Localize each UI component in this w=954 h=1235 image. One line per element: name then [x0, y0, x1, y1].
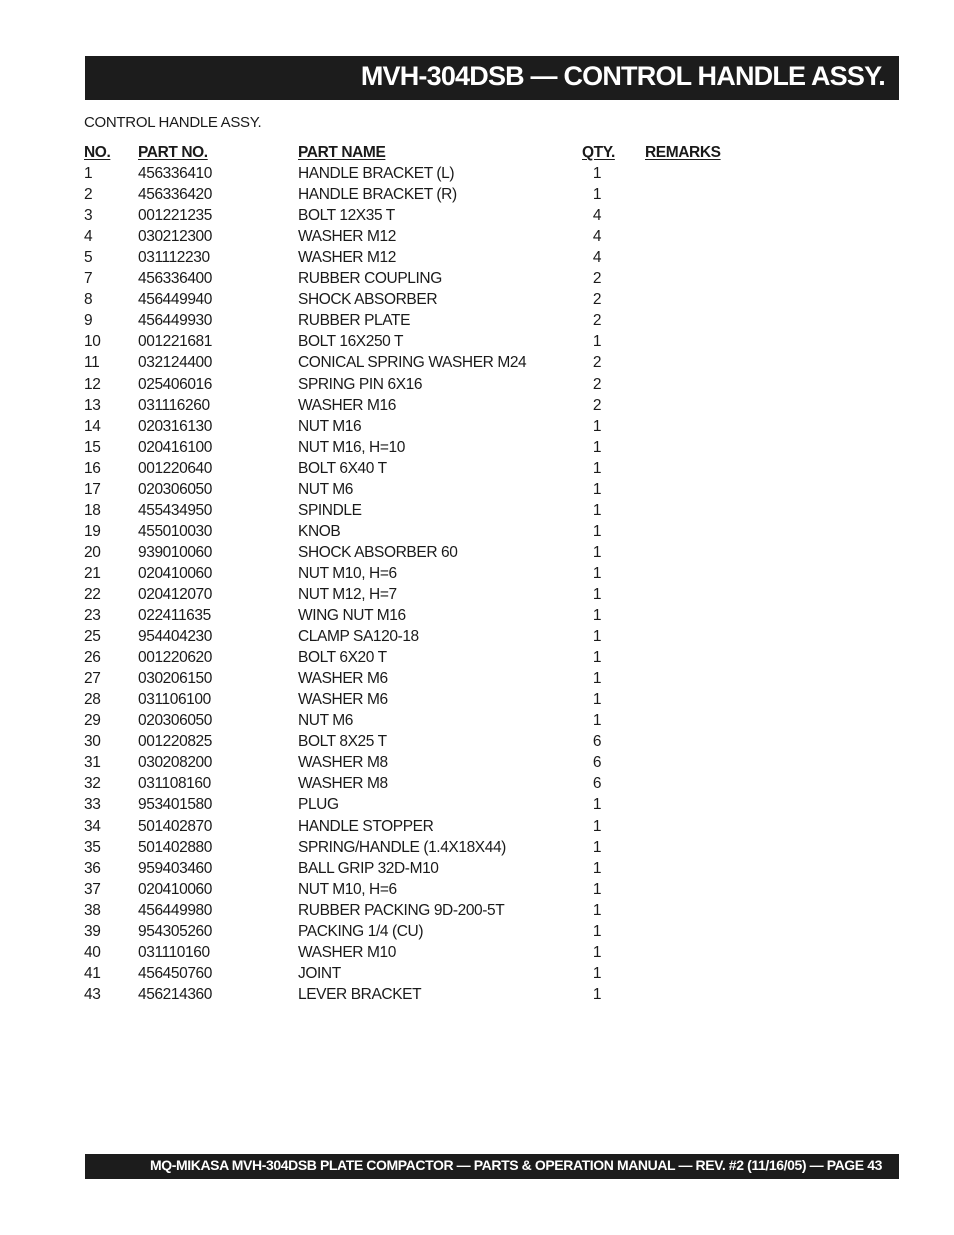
cell-part-no: 031108160 [138, 775, 211, 793]
column-header-qty: QTY. [582, 144, 615, 161]
table-row [84, 289, 784, 310]
cell-no: 38 [84, 901, 101, 919]
table-row [84, 226, 784, 247]
cell-no: 22 [84, 585, 101, 603]
page-header-bar [85, 56, 899, 100]
cell-qty: 4 [592, 207, 602, 225]
column-header-remarks: REMARKS [645, 144, 721, 161]
cell-no: 40 [84, 943, 101, 961]
table-row [84, 984, 784, 1005]
cell-qty: 1 [592, 628, 602, 646]
table-row [84, 458, 784, 479]
table-row [84, 247, 784, 268]
cell-no: 10 [84, 333, 101, 351]
table-header-row [84, 142, 784, 163]
cell-part-no: 456336400 [138, 270, 212, 288]
footer-text: MQ-MIKASA MVH-304DSB PLATE COMPACTOR — PARTS & OPERATION MANUAL — REV. #2 (11/16/05) — PAGE 43 [149, 1157, 882, 1173]
cell-part-name: WASHER M12 [298, 249, 396, 267]
cell-no: 30 [84, 733, 101, 751]
cell-no: 1 [84, 165, 93, 183]
cell-part-no: 001220620 [138, 649, 212, 667]
cell-no: 31 [84, 754, 101, 772]
table-row [84, 479, 784, 500]
cell-no: 8 [84, 291, 93, 309]
cell-part-no: 456336410 [138, 165, 212, 183]
cell-part-no: 020306050 [138, 480, 212, 498]
cell-no: 4 [84, 228, 93, 246]
cell-part-no: 455434950 [138, 501, 212, 519]
section-label: CONTROL HANDLE ASSY. [84, 114, 262, 131]
cell-part-no: 020410060 [138, 564, 212, 582]
cell-part-name: WASHER M6 [298, 691, 388, 709]
cell-part-no: 456449930 [138, 312, 212, 330]
cell-part-no: 954404230 [138, 628, 212, 646]
cell-part-name: WASHER M8 [298, 754, 388, 772]
cell-no: 37 [84, 880, 101, 898]
cell-part-name: HANDLE BRACKET (R) [298, 186, 457, 204]
cell-no: 20 [84, 543, 101, 561]
cell-part-name: WASHER M10 [298, 943, 396, 961]
cell-qty: 1 [592, 796, 602, 814]
cell-part-name: WASHER M16 [298, 396, 396, 414]
cell-qty: 1 [592, 607, 602, 625]
page-title: MVH-304DSB — CONTROL HANDLE ASSY. [360, 61, 885, 91]
table-row [84, 331, 784, 352]
cell-part-name: RUBBER PACKING 9D-200-5T [298, 901, 505, 919]
cell-qty: 1 [592, 417, 602, 435]
cell-qty: 1 [592, 712, 602, 730]
cell-part-no: 020306050 [138, 712, 212, 730]
table-row [84, 668, 784, 689]
column-header-part-name: PART NAME [298, 144, 386, 161]
cell-part-name: NUT M6 [298, 712, 354, 730]
cell-part-name: WING NUT M16 [298, 607, 406, 625]
table-row [84, 900, 784, 921]
cell-part-name: SHOCK ABSORBER [298, 291, 438, 309]
cell-part-no: 456449980 [138, 901, 212, 919]
cell-qty: 1 [592, 922, 602, 940]
cell-part-name: SPRING PIN 6X16 [298, 375, 423, 393]
cell-part-no: 031110160 [138, 943, 210, 961]
table-row [84, 352, 784, 373]
cell-part-no: 020416100 [138, 438, 212, 456]
table-row [84, 500, 784, 521]
cell-part-name: HANDLE BRACKET (L) [298, 165, 455, 183]
cell-part-no: 032124400 [138, 354, 212, 372]
cell-part-name: BALL GRIP 32D-M10 [298, 859, 439, 877]
table-row [84, 647, 784, 668]
cell-no: 16 [84, 459, 101, 477]
page-footer-bar [85, 1154, 899, 1179]
cell-no: 23 [84, 607, 101, 625]
cell-part-no: 001221235 [138, 207, 212, 225]
cell-no: 27 [84, 670, 101, 688]
cell-qty: 1 [592, 438, 602, 456]
cell-no: 14 [84, 417, 101, 435]
cell-qty: 6 [592, 733, 602, 751]
cell-qty: 1 [592, 501, 602, 519]
cell-part-name: PACKING 1/4 (CU) [298, 922, 424, 940]
cell-part-name: NUT M16 [298, 417, 362, 435]
cell-no: 43 [84, 985, 101, 1003]
cell-qty: 2 [592, 354, 602, 372]
cell-qty: 1 [592, 459, 602, 477]
cell-part-name: LEVER BRACKET [298, 985, 422, 1003]
cell-qty: 1 [592, 964, 602, 982]
cell-part-no: 959403460 [138, 859, 212, 877]
cell-no: 34 [84, 817, 101, 835]
cell-part-name: HANDLE STOPPER [298, 817, 434, 835]
cell-part-name: SPINDLE [298, 501, 362, 519]
cell-no: 5 [84, 249, 93, 267]
cell-part-no: 939010060 [138, 543, 212, 561]
table-row [84, 310, 784, 331]
cell-part-no: 456336420 [138, 186, 212, 204]
table-row [84, 794, 784, 815]
cell-qty: 1 [592, 691, 602, 709]
table-row [84, 731, 784, 752]
table-row [84, 416, 784, 437]
cell-qty: 4 [592, 249, 602, 267]
cell-part-no: 456214360 [138, 985, 212, 1003]
cell-no: 29 [84, 712, 101, 730]
table-row [84, 395, 784, 416]
table-row [84, 626, 784, 647]
table-row [84, 773, 784, 794]
cell-part-no: 030212300 [138, 228, 212, 246]
cell-no: 41 [84, 964, 101, 982]
cell-part-no: 001221681 [138, 333, 212, 351]
table-row [84, 963, 784, 984]
cell-part-no: 020316130 [138, 417, 212, 435]
cell-qty: 2 [592, 396, 602, 414]
cell-part-no: 501402880 [138, 838, 212, 856]
cell-part-name: BOLT 12X35 T [298, 207, 395, 225]
cell-part-no: 456450760 [138, 964, 212, 982]
cell-part-no: 031116260 [138, 396, 210, 414]
cell-part-no: 030208200 [138, 754, 212, 772]
cell-part-name: NUT M6 [298, 480, 354, 498]
cell-part-name: BOLT 8X25 T [298, 733, 387, 751]
cell-part-name: WASHER M6 [298, 670, 388, 688]
cell-qty: 1 [592, 670, 602, 688]
cell-qty: 1 [592, 985, 602, 1003]
cell-part-no: 455010030 [138, 522, 212, 540]
cell-no: 15 [84, 438, 101, 456]
cell-part-no: 025406016 [138, 375, 212, 393]
cell-part-name: PLUG [298, 796, 339, 814]
cell-part-no: 953401580 [138, 796, 212, 814]
cell-part-name: RUBBER PLATE [298, 312, 411, 330]
cell-part-name: WASHER M8 [298, 775, 388, 793]
cell-qty: 6 [592, 754, 602, 772]
cell-part-no: 001220825 [138, 733, 212, 751]
cell-qty: 1 [592, 649, 602, 667]
cell-part-no: 020410060 [138, 880, 212, 898]
cell-part-no: 001220640 [138, 459, 212, 477]
cell-qty: 2 [592, 312, 602, 330]
cell-qty: 1 [592, 186, 602, 204]
cell-qty: 2 [592, 270, 602, 288]
table-row [84, 521, 784, 542]
cell-part-name: BOLT 16X250 T [298, 333, 404, 351]
cell-no: 18 [84, 501, 101, 519]
cell-part-no: 954305260 [138, 922, 212, 940]
cell-no: 17 [84, 480, 101, 498]
cell-part-name: JOINT [298, 964, 341, 982]
column-header-part-no: PART NO. [138, 144, 208, 161]
cell-part-name: SHOCK ABSORBER 60 [298, 543, 458, 561]
cell-part-name: NUT M10, H=6 [298, 564, 397, 582]
cell-no: 28 [84, 691, 101, 709]
cell-no: 12 [84, 375, 101, 393]
column-header-no: NO. [84, 144, 111, 161]
table-row [84, 563, 784, 584]
table-row [84, 710, 784, 731]
cell-qty: 1 [592, 901, 602, 919]
cell-no: 19 [84, 522, 101, 540]
table-row [84, 374, 784, 395]
cell-part-no: 501402870 [138, 817, 212, 835]
table-row [84, 752, 784, 773]
cell-qty: 4 [592, 228, 602, 246]
cell-part-name: NUT M12, H=7 [298, 585, 397, 603]
table-row [84, 858, 784, 879]
table-row [84, 268, 784, 289]
cell-part-no: 022411635 [138, 607, 211, 625]
cell-qty: 1 [592, 480, 602, 498]
cell-part-name: BOLT 6X40 T [298, 459, 387, 477]
table-row [84, 437, 784, 458]
cell-qty: 1 [592, 165, 602, 183]
cell-qty: 1 [592, 522, 602, 540]
cell-no: 25 [84, 628, 101, 646]
cell-qty: 1 [592, 859, 602, 877]
cell-no: 33 [84, 796, 101, 814]
cell-part-no: 020412070 [138, 585, 212, 603]
cell-part-name: NUT M16, H=10 [298, 438, 405, 456]
cell-part-name: SPRING/HANDLE (1.4X18X44) [298, 838, 506, 856]
cell-no: 32 [84, 775, 101, 793]
table-row [84, 816, 784, 837]
table-row [84, 205, 784, 226]
table-row [84, 542, 784, 563]
cell-qty: 1 [592, 333, 602, 351]
cell-qty: 1 [592, 838, 602, 856]
cell-part-name: KNOB [298, 522, 341, 540]
parts-table [84, 142, 784, 1005]
cell-part-name: WASHER M12 [298, 228, 396, 246]
cell-no: 21 [84, 564, 101, 582]
cell-no: 9 [84, 312, 93, 330]
cell-part-name: RUBBER COUPLING [298, 270, 442, 288]
cell-part-no: 031106100 [138, 691, 211, 709]
cell-no: 35 [84, 838, 101, 856]
cell-part-no: 031112230 [138, 249, 210, 267]
cell-qty: 1 [592, 880, 602, 898]
cell-part-name: CONICAL SPRING WASHER M24 [298, 354, 527, 372]
cell-qty: 1 [592, 564, 602, 582]
table-row [84, 584, 784, 605]
cell-qty: 1 [592, 943, 602, 961]
cell-no: 7 [84, 270, 93, 288]
cell-part-name: CLAMP SA120-18 [298, 628, 419, 646]
table-row [84, 942, 784, 963]
cell-no: 3 [84, 207, 93, 225]
cell-qty: 2 [592, 291, 602, 309]
table-row [84, 921, 784, 942]
cell-part-no: 030206150 [138, 670, 212, 688]
table-row [84, 163, 784, 184]
cell-no: 26 [84, 649, 101, 667]
table-row [84, 689, 784, 710]
cell-no: 13 [84, 396, 101, 414]
table-row [84, 837, 784, 858]
table-row [84, 879, 784, 900]
table-row [84, 184, 784, 205]
table-row [84, 605, 784, 626]
cell-no: 2 [84, 186, 93, 204]
cell-qty: 6 [592, 775, 602, 793]
cell-no: 11 [84, 354, 100, 372]
cell-no: 36 [84, 859, 101, 877]
cell-no: 39 [84, 922, 101, 940]
cell-qty: 1 [592, 543, 602, 561]
cell-part-no: 456449940 [138, 291, 212, 309]
cell-part-name: BOLT 6X20 T [298, 649, 387, 667]
cell-qty: 2 [592, 375, 602, 393]
cell-part-name: NUT M10, H=6 [298, 880, 397, 898]
cell-qty: 1 [592, 585, 602, 603]
cell-qty: 1 [592, 817, 602, 835]
